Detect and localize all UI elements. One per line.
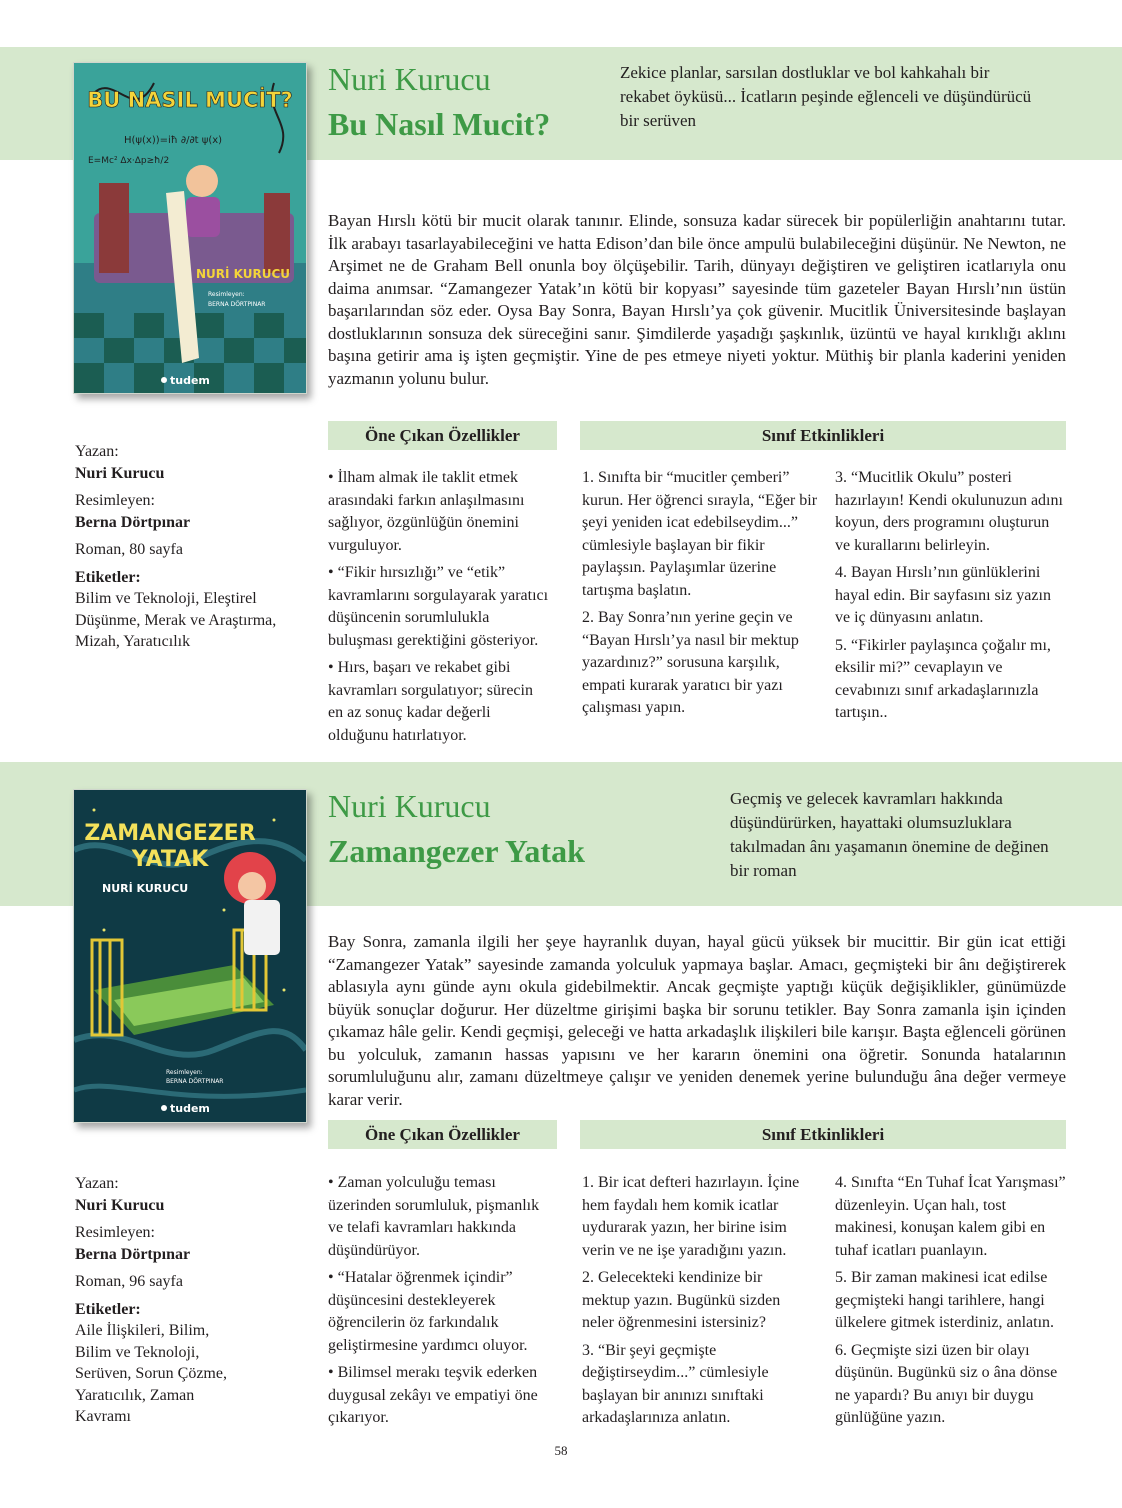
book-1-features: [328, 467, 550, 752]
book-1-illustrator-label: Resimleyen:: [75, 492, 155, 509]
book-1-activities-heading: Sınıf Etkinlikleri: [580, 421, 1066, 450]
book-2-illustrator: Berna Dörtpınar: [75, 1245, 191, 1263]
book-2-illustrator-label: Resimleyen:: [75, 1224, 155, 1241]
activity-item: 5. “Fikirler paylaşınca çoğalır mı, eksilir mi?” cevaplayın ve cevabınızı sınıf arkadaşlarınızla tartışın..: [835, 636, 1051, 721]
cover-1-author: NURİ KURUCU: [196, 267, 291, 281]
cover-1-formula1: H(ψ(x))=iħ ∂/∂t ψ(x): [124, 135, 223, 146]
feature-item: • Bilimsel merakı teşvik ederken duygusal zekâyı ve empatiyi öne çıkarıyor.: [328, 1364, 538, 1426]
book-1-meta: [75, 441, 300, 653]
book-1-activities-left: [582, 467, 818, 725]
activity-item: 6. Geçmişte sizi üzen bir olayı düşünün. Bugünkü siz o âna dönse ne yapardı? Bu anıyı bir duygu günlüğüne yazın.: [835, 1341, 1058, 1426]
book-1-summary: [328, 210, 1066, 390]
book-1-tags: Bilim ve Teknoloji, Eleştirel Düşünme, Merak ve Araştırma, Mizah, Yaratıcılık: [75, 590, 277, 650]
book-1-format: Roman, 80 sayfa: [75, 541, 183, 558]
book-2-writer: Nuri Kurucu: [75, 1196, 165, 1214]
book-2-activities-heading: Sınıf Etkinlikleri: [580, 1120, 1066, 1149]
book-2-summary-text: Bay Sonra, zamanla ilgili her şeye hayranlık duyan, hayal gücü yüksek bir mucittir. Bir gün icat ettiği “Zamangezer Yatak” sayesinde zamanda yolculuk yapmaya başlar. Amacı, geçmişteki bir ânı değiştirerek ablasıyla aynı günde aynı okula gidebilmektir. Ancak geçmişte yaptığı küçük değişiklikler, günümüzde büyük sonuçlar doğurur. Her düzeltme girişimi başka bir sorunu tetikler. Bay Sonra zamanla işin içinden çıkamaz hâle gelir. Kendi geçmişi, geleceği ve hatta arkadaşlık ilişkileri bile karışır. Başta eğlenceli görünen bu yolculuk, zamanın hassas yapısını ve her kararın önemini ona öğretir. Sonunda hatalarının sorumluluğunu alır, zamanı düzeltmeye çalışır ve yeniden denemek yerine bulunduğu âna değer vermeye karar verir.: [328, 932, 1066, 1109]
book-cover-1: [73, 62, 307, 394]
cover-1-illustrator: BERNA DÖRTPINAR: [208, 301, 266, 308]
activity-item: 4. Bayan Hırslı’nın günlüklerini hayal edin. Bir sayfasını siz yazın ve iç dünyasını anlatın.: [835, 564, 1051, 626]
book-2-features: [328, 1172, 550, 1435]
activity-item: 1. Sınıfta bir “mucitler çemberi” kurun. Her öğrenci sırayla, “Eğer bir şeyi yeniden icat edebilseydim...” cümlesiyle başlayan bir fikir paylaşsın. Paylaşımlar üzerine tartışma başlatın.: [582, 469, 818, 599]
book-2-activities-right: [835, 1172, 1067, 1435]
cover-1-publisher: tudem: [170, 374, 210, 387]
cover-1-illustrator-label: Resimleyen:: [208, 291, 245, 298]
activity-item: 3. “Bir şeyi geçmişte değiştirseydim...” cümlesiyle başlayan bir anınızı sınıftaki arkadaşlarınıza anlatın.: [582, 1341, 769, 1426]
book-2-tagline: Geçmiş ve gelecek kavramları hakkında düşündürürken, hayattaki olumsuzluklara takılmadan ânı yaşamanın önemine de değinen bir roman: [730, 789, 1049, 880]
book-2-tags: Aile İlişkileri, Bilim, Bilim ve Teknoloji, Serüven, Sorun Çözme, Yaratıcılık, Zaman Kavramı: [75, 1322, 227, 1425]
cover-2-title-line2: YATAK: [131, 847, 209, 872]
activity-item: 2. Gelecekteki kendinize bir mektup yazın. Bugünkü sizden neler öğrenmesini istersiniz?: [582, 1269, 781, 1331]
cover-1-title: BU NASIL MUCİT?: [87, 88, 293, 112]
book-2-summary: [328, 931, 1066, 1111]
activity-item: 3. “Mucitlik Okulu” posteri hazırlayın! Kendi okulunuzun adını koyun, ders programını oluşturun ve kurallarını belirleyin.: [835, 469, 1063, 554]
book-1-writer: Nuri Kurucu: [75, 464, 165, 482]
book-2-meta: [75, 1173, 300, 1428]
feature-item: • İlham almak ile taklit etmek arasındaki farkın anlaşılmasını sağlıyor, özgünlüğün önemini vurguluyor.: [328, 469, 525, 554]
activity-item: 1. Bir icat defteri hazırlayın. İçine hem faydalı hem komik icatlar uydurarak yazın, her birine isim verin ve ne işe yaradığını yazın.: [582, 1174, 800, 1259]
feature-item: • Hırs, başarı ve rekabet gibi kavramları sorgulatıyor; sürecin en az sonuç kadar değerli olduğunu hatırlatıyor.: [328, 659, 533, 744]
feature-item: • “Fikir hırsızlığı” ve “etik” kavramlarını sorgulayarak yaratıcı düşüncenin sorumlulukla buluşması gerektiğini gösteriyor.: [328, 564, 549, 649]
cover-2-illustrator-label: Resimleyen:: [166, 1069, 203, 1076]
book-cover-2: [73, 789, 307, 1123]
page-number: 58: [554, 1443, 568, 1458]
activity-item: 2. Bay Sonra’nın yerine geçin ve “Bayan Hırslı’ya nasıl bir mektup yazardınız?” sorusuna karşılık, empati kurarak yaratıcı bir yazı çalışması yapın.: [582, 609, 799, 716]
book-1-writer-label: Yazan:: [75, 443, 119, 460]
feature-item: • “Hatalar öğrenmek içindir” düşüncesini destekleyerek öğrencilerin öz farkındalık geliştirmesine yardımcı oluyor.: [328, 1269, 528, 1354]
book-2-author-name: Nuri Kurucu: [328, 788, 491, 824]
book-1-title: Bu Nasıl Mucit?: [328, 106, 551, 142]
feature-item: • Zaman yolculuğu teması üzerinden sorumluluk, pişmanlık ve telafi kavramları hakkında düşündürüyor.: [328, 1174, 540, 1259]
cover-2-illustrator: BERNA DÖRTPINAR: [166, 1078, 224, 1085]
book-2-writer-label: Yazan:: [75, 1175, 119, 1192]
activity-item: 4. Sınıfta “En Tuhaf İcat Yarışması” düzenleyin. Uçan halı, tost makinesi, konuşan kalem gibi en tuhaf icatları puanlayın.: [835, 1174, 1066, 1259]
cover-2-author: NURİ KURUCU: [102, 882, 189, 895]
cover-2-title-line1: ZAMANGEZER: [84, 821, 256, 846]
book-1-tags-label: Etiketler:: [75, 568, 141, 586]
cover-1-formula2: E=Mc² Δx·Δp≥ħ/2: [88, 156, 170, 166]
book-2-features-heading: Öne Çıkan Özellikler: [328, 1120, 557, 1149]
book-2-format: Roman, 96 sayfa: [75, 1273, 183, 1290]
book-1-tagline: Zekice planlar, sarsılan dostluklar ve bol kahkahalı bir rekabet öyküsü... İcatların peşinde eğlenceli ve düşündürücü bir serüven: [620, 63, 1032, 130]
book-1-illustrator: Berna Dörtpınar: [75, 513, 191, 531]
cover-2-publisher: tudem: [170, 1102, 210, 1115]
book-2-activities-left: [582, 1172, 814, 1435]
book-1-features-heading: Öne Çıkan Özellikler: [328, 421, 557, 450]
activity-item: 5. Bir zaman makinesi icat edilse geçmişteki hangi tarihlere, hangi ülkelere gitmek isterdiniz, anlatın.: [835, 1269, 1055, 1331]
book-2-title: Zamangezer Yatak: [328, 833, 585, 869]
book-2-tags-label: Etiketler:: [75, 1300, 141, 1318]
book-1-activities-right: [835, 467, 1067, 730]
book-1-author-name: Nuri Kurucu: [328, 61, 491, 97]
book-1-summary-text: Bayan Hırslı kötü bir mucit olarak tanınır. Elinde, sonsuza kadar sürecek bir popülerliğin anahtarını tutar. İlk arabayı tasarlayabileceğini ve hatta Edison’dan bile önce ampulü bulabileceğini düşünür. Ne Newton, ne Arşimet ne de Graham Bell onunla boy ölçüşebilir. Tarih, dünyayı değiştiren ve geliştiren icatlarıyla onu daima anımsar. “Zamangezer Yatak’ın kötü bir kopyası” sayesinde tüm gazeteler Bayan Hırslı’nın üstün başarılarından söz eder. Oysa Bay Sonra, Bayan Hırslı’ya çok güvenir. Mucitlik Üniversitesinde başlayan dostluklarının sonsuza dek süreceğini sanır. Şimdilerde yaşadığı şaşkınlık, üzüntü ve hayal kırıklığı aklını başına getirir ama iş işten geçmiştir. Yine de pes etmeye niyeti yoktur. Müthiş bir planla kaderini yeniden yazmanın yolunu bulur.: [328, 211, 1066, 388]
